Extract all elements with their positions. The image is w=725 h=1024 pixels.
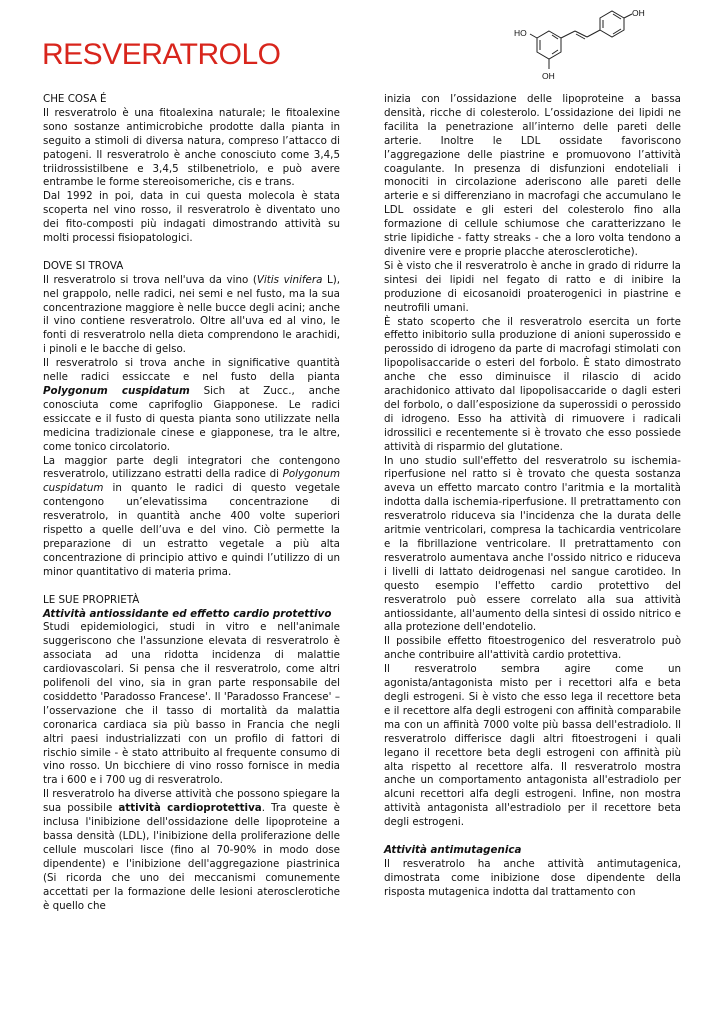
paragraph: Il resveratrolo ha diverse attività che possono spiegare la sua possibile attività cardioprotettiva. Tra queste è inclusa l'inibizione dell'ossidazione delle lipoproteine a bassa densità (LDL), l'inibizione della proliferazione delle cellule muscolari lisce (fino al 70-90% in modo dose dipendente) e l'inibizione dell'aggregazione piastrinica (Si ricorda che uno dei meccanismi comunemente accettati per la formazione delle lesioni aterosclerotiche è quello che <box>43 788 341 912</box>
paragraph: Il possibile effetto fitoestrogenico del resveratrolo può anche contribuire all'attività cardio protettiva. <box>384 635 681 662</box>
page-title: RESVERATROLO <box>42 38 281 71</box>
paragraph: Dal 1992 in poi, data in cui questa molecola è stata scoperta nel vino rosso, il resveratrolo è diventato uno dei fito-composti più indagati dimostrando attività su molti processi fisiopatologici. <box>43 190 340 245</box>
vinyl-bond <box>561 31 575 38</box>
paragraph: Il resveratrolo si trova anche in significative quantità nelle radici essiccate e nel fusto della pianta Polygonum cuspidatum Sich at Zucc., anche conosciuta come caprifoglio Giapponese. Le radici essiccate e il fusto di questa pianta sono utilizzate nella medicina tradizionale cinese e giapponese, tra le altre, come tonico circolatorio. <box>43 357 340 453</box>
right-benzene-ring <box>600 11 624 37</box>
latin-name: Polygonum cuspidatum <box>43 468 340 495</box>
paragraph: Il resveratrolo sembra agire come un agonista/antagonista misto per i recettori alfa e beta degli estrogeni. Si è visto che esso lega il recettore beta e il recettore alfa degli estrogeni con affinità comparabile ma con un affinità 7000 volte più bassa dell'estradiolo. Il resveratrolo differisce dagli altri fitoestrogeni i quali legano il recettore beta degli estrogeni con affinità più alta rispetto al recettore alfa. Il resveratrolo mostra anche un comportamento antagonista all'estradiolo per alcuni recettori alfa degli estrogeni. Infine, non mostra attività antagonista all'estradiolo per il recettore beta degli estrogeni. <box>384 663 681 829</box>
bold-term: attività cardioprotettiva <box>118 802 262 815</box>
paragraph: Studi epidemiologici, studi in vitro e nell'animale suggeriscono che l'assunzione elevata di resveratrolo è associata ad una ridotta incidenza di malattie cardiovascolari. Si pensa che il resveratrolo, come altri polifenoli del vino, sia in gran parte responsabile del cosiddetto 'Paradosso Francese'. Il 'Paradosso Francese' – l’osservazione che il tasso di mortalità da malattia coronarica cardiaca sia più basso in Francia che negli altri paesi industrializzati con un profilo di fattori di rischio simile - è stato attribuito al frequente consumo di vino rosso. Un bicchiere di vino rosso fornisce in media tra i 600 e i 700 ug di resveratrolo. <box>43 621 340 787</box>
subheading-antimutagenica: Attività antimutagenica <box>384 843 522 856</box>
oh-label-bottom: OH <box>542 71 555 81</box>
resveratrol-structure-diagram <box>505 6 665 86</box>
section-heading-dove: DOVE SI TROVA <box>43 259 124 272</box>
right-column <box>384 93 681 900</box>
paragraph: È stato scoperto che il resveratrolo esercita un forte effetto inibitorio sulla produzione di anioni superossido e perossido di idrogeno da parte di macrofagi stimolati con lipopolisaccaride o esteri del forbolo. È stato dimostrato anche che esso diminuisce il rilascio di acido arachidonico attivato dal lipopolisaccaride o dagli esteri del forbolo, o dall’esposizione da superossidi o perossido di idrogeno. Esso ha attività di rimuovere i radicali idrossilici e recentemente si è trovato che esso possiede attività di risparmio del glutatione. <box>384 315 681 453</box>
oh-label-top: OH <box>632 8 645 18</box>
paragraph: Il resveratrolo è una fitoalexina naturale; le fitoalexine sono sostanze antimicrobiche prodotte dalla pianta in seguito a stimoli di diversa natura, compreso l’attacco di patogeni. Il resveratrolo è anche conosciuto come 3,4,5 triidrossistilbene e 3,4,5 stilbenetriolo, e può avere entrambe le forme stereoisomeriche, cis e trans. <box>43 106 340 189</box>
paragraph: inizia con l’ossidazione delle lipoproteine a bassa densità, ricche di colesterolo. L’ossidazione dei lipidi ne facilita la penetrazione all’interno delle pareti delle arterie. Inoltre le LDL ossidate favoriscono l’aggregazione delle piastrine e promuovono l’attività coagulante. In presenza di disfunzioni endoteliali i monociti in circolazione aderiscono alle pareti delle arterie e si differenziano in macrofagi che accumulano le LDL ossidate e gli esteri del colesterolo fino alla formazione di cellule schiumose che caratterizzano le strie lipidiche - fatty streaks - che a loro volta tendono a divenire vere e proprie placche aterosclerotiche). <box>384 93 681 258</box>
ho-label-left: HO <box>514 28 527 38</box>
subheading-antiossidante: Attività antiossidante ed effetto cardio protettivo <box>43 607 332 620</box>
latin-name: Vitis vinifera <box>256 273 323 286</box>
section-heading-proprieta: LE SUE PROPRIETÀ <box>43 593 140 606</box>
section-heading-che-cosa: CHE COSA É <box>43 93 107 105</box>
paragraph: In uno studio sull'effetto del resveratrolo su ischemia-riperfusione nel ratto si è trovato che questa sostanza aveva un effetto marcato contro l'aritmia e la mortalità indotta dalla ischemia-riperfusione. Il pretrattamento con resveratrolo riduceva sia l'incidenza che la durata delle aritmie ventricolari, compresa la tachicardia ventricolare e la fibrillazione ventricolare. Il pretrattamento con resveratrolo aumentava anche l'ossido nitrico e riduceva i livelli di lattato deidrogenasi nel sangue carotideo. In questo esempio l'effetto cardio protettivo del resveratrolo può essere correlato alla sua attività antiossidante, all'aumento della sintesi di ossido nitrico e alla protezione dell'endotelio. <box>384 454 681 634</box>
left-benzene-ring <box>537 31 561 59</box>
paragraph: Il resveratrolo si trova nell'uva da vino (Vitis vinifera L), nel grappolo, nelle radici, nei semi e nel fusto, ma la sua concentrazione maggiore è nelle bucce degli acini; anche il vino contiene resveratrolo. Oltre all'uva ed al vino, le fonti di resveratrolo nella dieta comprendono le arachidi, i pinoli e le bacche di gelso. <box>43 273 340 356</box>
latin-name: Polygonum cuspidatum <box>43 385 190 398</box>
paragraph: La maggior parte degli integratori che contengono resveratrolo, utilizzano estratti della radice di Polygonum cuspidatum in quanto le radici di questo vegetale contengono un’elevatissima concentrazione di resveratrolo, in quantità anche 400 volte superiori rispetto a quelle dell’uva e del vino. Ciò permette la preparazione di un estratto vegetale a più alta concentrazione di principio attivo e quindi l’utilizzo di un minor quantitativo di materia prima. <box>43 454 340 578</box>
paragraph: Si è visto che il resveratrolo è anche in grado di ridurre la sintesi dei lipidi nel fegato di ratto e di inibire la produzione di eicosanoidi proaterogenici in piastrine e neutrofili umani. <box>384 259 681 314</box>
left-column <box>43 93 340 913</box>
paragraph: Il resveratrolo ha anche attività antimutagenica, dimostrata come inibizione dose dipendente della risposta mutagenica indotta dal trattamento con <box>384 857 681 898</box>
